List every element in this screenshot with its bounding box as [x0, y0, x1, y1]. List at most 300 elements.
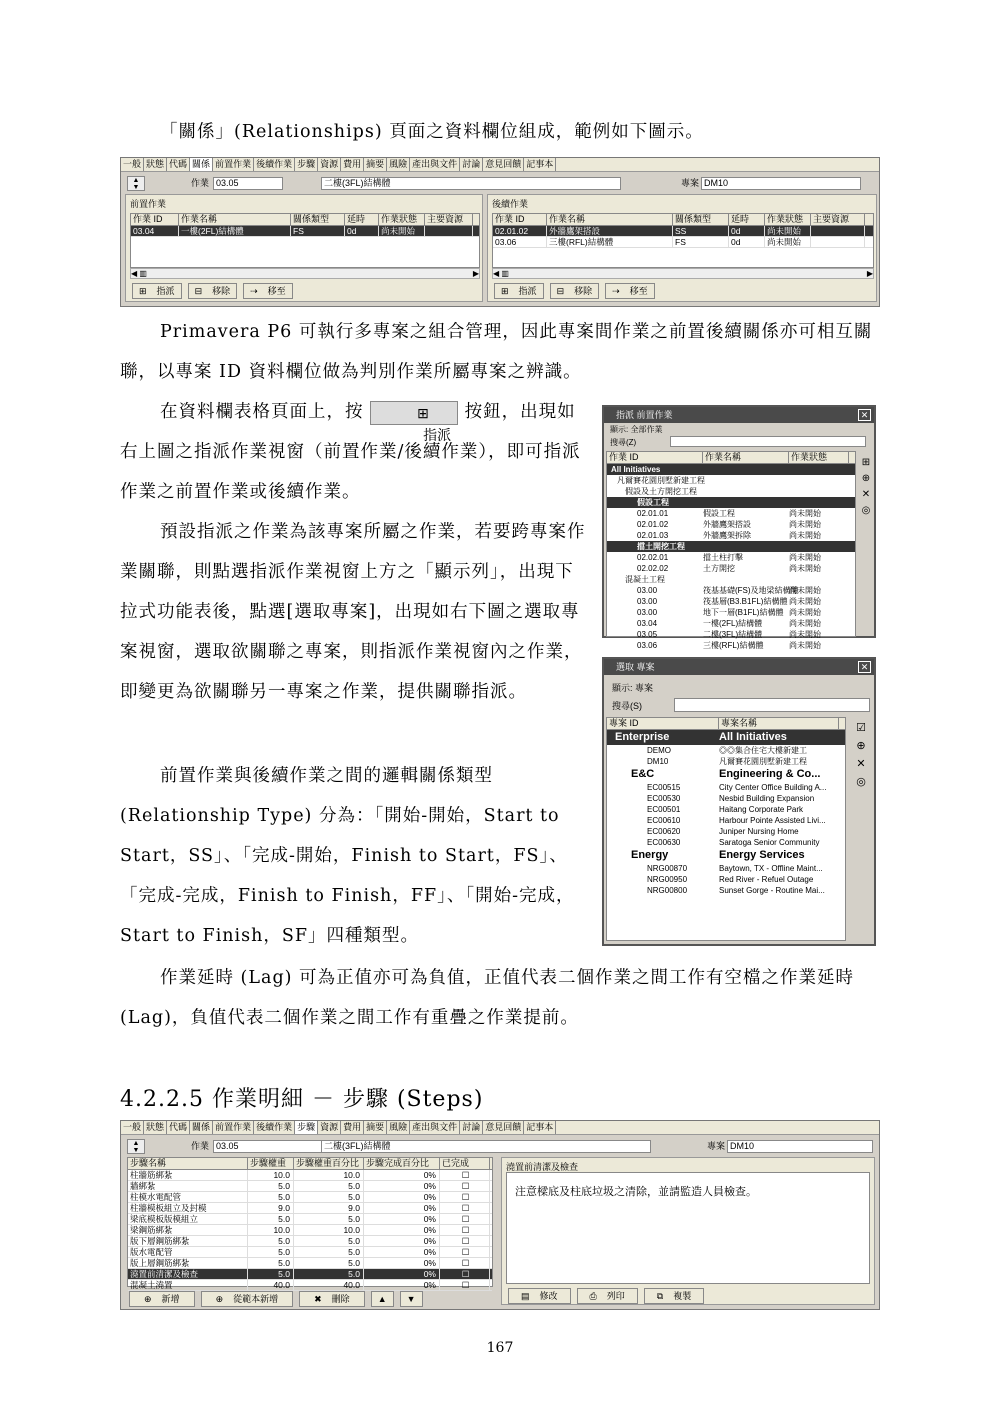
table-row[interactable] [128, 1280, 492, 1291]
column-header[interactable]: 主要資源 [425, 214, 473, 225]
tab-item[interactable]: 風險 [387, 158, 410, 171]
table-cell: 0% [364, 1181, 440, 1191]
tree-cell: EC00610 [647, 816, 681, 825]
tab-item[interactable]: 討論 [460, 158, 483, 171]
assign-icon[interactable]: ⊞ [861, 457, 871, 468]
table-cell: 0% [364, 1192, 440, 1202]
tree-row[interactable] [607, 848, 845, 863]
tree-label: 假設及土方開挖工程 [625, 487, 697, 496]
table-cell: 柱牆筋綁紮 [128, 1170, 248, 1180]
template-icon: ⊕ [215, 1294, 224, 1304]
tab-item[interactable]: 記事本 [524, 158, 556, 171]
tree-cell: NRG00870 [647, 864, 688, 873]
paragraph-multi-project: Primavera P6 可執行多專案之組合管理，因此專案間作業之前置後續關係亦可相互關聯，以專案 ID 資料欄位做為判別作業所屬專案之辨識。 [120, 322, 873, 382]
modify-button[interactable] [508, 1288, 571, 1304]
table-cell: 梁底模板版模組立 [128, 1214, 248, 1224]
tree-cell: 假設工程 [703, 509, 735, 518]
completed-checkbox[interactable]: ☐ [440, 1280, 490, 1290]
tree-row[interactable] [607, 552, 855, 563]
remove-icon: ⊟ [194, 286, 203, 296]
column-header[interactable]: 主要資源 [811, 214, 865, 225]
column-header[interactable]: 作業狀態 [765, 214, 811, 225]
dialog-side-icons [852, 719, 870, 791]
column-header[interactable]: 步驟名稱 [128, 1158, 248, 1169]
tree-cell: EC00530 [647, 794, 681, 803]
column-header[interactable]: 步驟完成百分比 [364, 1158, 440, 1169]
modify-icon: ▤ [521, 1291, 530, 1301]
step-detail-title: 澆置前清潔及檢查 [506, 1162, 579, 1172]
tab-item[interactable]: 代碼 [167, 158, 190, 171]
paragraph-relationship-types: 前置作業與後續作業之間的邏輯關係類型 (Relationship Type) 分為：「開始-開始，Start to Start，SS」、「完成-開始，Finish to Start，FS」、「完成-完成，Finish to Finish，FF」、「開始-完成，Start to Finish，SF」四種類型。 [120, 766, 575, 946]
table-cell: 5.0 [248, 1269, 294, 1279]
button-label: 修改 [539, 1291, 558, 1301]
tree-row[interactable] [607, 497, 855, 508]
tree-row[interactable] [607, 885, 845, 896]
table-cell: 澆置前清潔及檢查 [128, 1269, 248, 1279]
steps-grid [127, 1157, 493, 1290]
button-label: 移至 [267, 286, 286, 296]
table-row[interactable] [493, 226, 873, 237]
goto-button[interactable] [243, 283, 293, 299]
table-cell: 0% [364, 1280, 440, 1290]
table-cell: 0% [364, 1203, 440, 1213]
table-cell: 5.0 [248, 1247, 294, 1257]
column-header[interactable]: 作業 ID [131, 214, 179, 225]
add-icon[interactable]: ⊕ [856, 740, 866, 752]
table-cell: 9.0 [248, 1203, 294, 1213]
tree-row[interactable] [607, 745, 845, 756]
tree-cell: 尚未開始 [789, 586, 821, 595]
completed-checkbox[interactable]: ☐ [440, 1225, 490, 1235]
assign-button[interactable] [132, 283, 182, 299]
dialog-title-text: 指派 前置作業 [616, 410, 673, 420]
table-cell: 5.0 [248, 1236, 294, 1246]
search-input[interactable] [670, 436, 866, 447]
completed-checkbox[interactable]: ☐ [440, 1269, 490, 1279]
tree-cell: 一樓(2FL)結構體 [703, 619, 763, 628]
close-icon[interactable]: ✕ [858, 409, 871, 421]
tab-item[interactable]: 風險 [387, 1121, 410, 1134]
table-row[interactable] [128, 1170, 492, 1181]
tree-cell: 02.01.01 [637, 509, 669, 518]
tab-item[interactable]: 產出與文件 [410, 158, 460, 171]
table-cell: FS [291, 226, 345, 236]
project-label: 專案 [707, 1141, 726, 1151]
tree-cell: 尚未開始 [789, 520, 821, 529]
remove-icon[interactable]: ✕ [856, 758, 866, 770]
tree-cell: Nesbid Building Expansion [719, 794, 815, 803]
tab-item[interactable]: 後續作業 [254, 1121, 295, 1134]
tab-item[interactable]: 狀態 [144, 158, 167, 171]
table-cell: 5.0 [294, 1247, 364, 1257]
add-icon: ⊕ [144, 1294, 152, 1304]
column-header[interactable]: 專案 ID [607, 718, 719, 729]
tree-cell: 凡爾賽花園別墅新建工程 [719, 757, 807, 766]
project-id-field[interactable]: DM10 [727, 1140, 873, 1153]
tree-cell: EC00630 [647, 838, 681, 847]
help-icon[interactable]: ◎ [861, 505, 871, 516]
remove-icon[interactable]: ✕ [861, 489, 871, 500]
paragraph-lag: 作業延時 (Lag) 可為正值亦可為負值，正值代表二個作業之間工作有空檔之作業延時 (Lag)，負值代表二個作業之間工作有重疊之作業提前。 [120, 968, 855, 1028]
step-detail-section [501, 1157, 875, 1305]
tree-row[interactable] [607, 815, 845, 826]
tree-row[interactable] [607, 519, 855, 530]
activity-label: 作業 [191, 1141, 210, 1151]
table-row[interactable] [131, 226, 479, 237]
spin-icon[interactable]: ▲ ▼ [127, 1139, 145, 1154]
table-cell: FS [673, 237, 729, 247]
table-cell: 5.0 [294, 1236, 364, 1246]
tree-row[interactable] [607, 541, 855, 552]
table-cell: 10.0 [248, 1225, 294, 1235]
select-project-dialog [602, 657, 876, 946]
column-header[interactable]: 作業狀態 [379, 214, 425, 225]
tree-row[interactable] [607, 464, 855, 475]
move-down-button[interactable] [400, 1291, 423, 1307]
table-row[interactable] [128, 1225, 492, 1236]
button-label: 指派 [156, 286, 175, 296]
tab-item[interactable]: 一般 [121, 1121, 144, 1134]
copy-icon: ⧉ [656, 1291, 664, 1301]
search-label: 搜尋(Z) [610, 438, 637, 447]
predecessor-title: 前置作業 [130, 199, 167, 209]
table-cell: 尚未開始 [765, 226, 811, 236]
delete-icon: ✖ [314, 1294, 322, 1304]
tree-cell: 03.04 [637, 619, 658, 628]
tree-row[interactable] [607, 863, 845, 874]
table-cell [425, 226, 473, 236]
tab-item[interactable]: 記事本 [524, 1121, 556, 1134]
table-cell: 03.04 [131, 226, 179, 236]
show-menu[interactable]: 顯示: 全部作業 [610, 425, 663, 434]
move-icon: ⇢ [250, 286, 258, 296]
tab-item[interactable]: 狀態 [144, 1121, 167, 1134]
tab-item[interactable]: 一般 [121, 158, 144, 171]
column-header[interactable]: 已完成 [440, 1158, 490, 1169]
tree-row[interactable] [607, 804, 845, 815]
table-cell [811, 237, 865, 247]
table-cell: 5.0 [294, 1192, 364, 1202]
tree-row[interactable] [607, 574, 855, 585]
tree-row[interactable] [607, 596, 855, 607]
tree-cell: Energy [631, 849, 669, 861]
tree-cell: 筏基基礎(FS)及地梁結構體 [703, 586, 799, 595]
completed-checkbox[interactable]: ☐ [440, 1181, 490, 1191]
remove-icon: ⊟ [556, 286, 565, 296]
column-header[interactable]: 作業名稱 [547, 214, 673, 225]
tab-item[interactable]: 資源 [318, 158, 341, 171]
intro-text: 「關係」(Relationships) 頁面之資料欄位組成，範例如下圖示。 [160, 122, 704, 142]
tree-cell: 尚未開始 [789, 553, 821, 562]
column-header[interactable]: 作業名稱 [179, 214, 291, 225]
tree-cell: EC00620 [647, 827, 681, 836]
table-row[interactable] [493, 237, 873, 248]
add-icon[interactable]: ⊕ [861, 473, 871, 484]
tree-cell: All Initiatives [719, 731, 787, 743]
tree-row[interactable] [607, 486, 855, 497]
tree-cell: 尚未開始 [789, 608, 821, 617]
table-cell: 5.0 [294, 1214, 364, 1224]
column-header[interactable]: 延時 [729, 214, 765, 225]
activity-tree [606, 451, 856, 650]
tree-cell: Saratoga Senior Community [719, 838, 820, 847]
step-detail-box[interactable] [506, 1172, 870, 1284]
inline-assign-label: 指派 [423, 426, 452, 443]
tree-cell: 尚未開始 [789, 641, 821, 650]
tree-cell: 02.02.01 [637, 553, 669, 562]
tree-row[interactable] [607, 782, 845, 793]
table-row[interactable] [128, 1192, 492, 1203]
column-header[interactable]: 延時 [345, 214, 379, 225]
tab-bar [121, 1121, 879, 1135]
tree-cell: 03.00 [637, 586, 658, 595]
tree-cell: 尚未開始 [789, 619, 821, 628]
grid-header [131, 214, 479, 226]
project-id-field[interactable]: DM10 [701, 177, 861, 190]
column-header[interactable]: 專案名稱 [719, 718, 839, 729]
tree-cell: 02.01.02 [637, 520, 669, 529]
project-label: 專案 [681, 178, 700, 188]
table-cell: 0% [364, 1247, 440, 1257]
spin-icon[interactable]: ▲ ▼ [127, 176, 145, 191]
tree-row[interactable] [607, 629, 855, 640]
button-label: 刪除 [331, 1294, 350, 1304]
column-header[interactable]: 作業 ID [493, 214, 547, 225]
table-cell: 版下層鋼筋綁紮 [128, 1236, 248, 1246]
tab-item[interactable]: 前置作業 [213, 158, 254, 171]
tree-row[interactable] [607, 837, 845, 848]
tree-cell: 尚未開始 [789, 509, 821, 518]
grid-header [493, 214, 873, 226]
show-menu[interactable]: 顯示: 專案 [612, 683, 654, 693]
paragraph-assign [120, 392, 590, 512]
tree-cell: Baytown, TX - Offline Maint... [719, 864, 823, 873]
successor-title: 後續作業 [492, 199, 529, 209]
completed-checkbox[interactable]: ☐ [440, 1236, 490, 1246]
table-cell: 0% [364, 1236, 440, 1246]
table-row[interactable] [128, 1269, 492, 1280]
tree-cell: 三樓(RFL)結構體 [703, 641, 764, 650]
tree-row[interactable] [607, 563, 855, 574]
steps-panel [120, 1120, 880, 1310]
table-cell: 版水電配管 [128, 1247, 248, 1257]
tree-row[interactable] [607, 618, 855, 629]
tab-item[interactable]: 步驟 [295, 158, 318, 171]
table-cell: 5.0 [248, 1214, 294, 1224]
tree-label: All Initiatives [611, 465, 661, 474]
table-cell: 一樓(2FL)結構體 [179, 226, 291, 236]
paragraph-assign-a: 在資料欄表格頁面上，按 [160, 402, 364, 422]
tree-row[interactable] [607, 826, 845, 837]
tree-row[interactable] [607, 585, 855, 596]
tab-bar [121, 158, 879, 172]
table-cell: 5.0 [294, 1269, 364, 1279]
tree-cell: NRG00950 [647, 875, 688, 884]
table-cell: 03.06 [493, 237, 547, 247]
completed-checkbox[interactable]: ☐ [440, 1203, 490, 1213]
tree-cell: 03.00 [637, 608, 658, 617]
delete-button[interactable] [299, 1291, 365, 1307]
column-header[interactable]: 作業名稱 [703, 452, 789, 463]
horizontal-scrollbar[interactable]: ◀ ▥ ▶ [131, 269, 479, 278]
tab-item[interactable]: 費用 [341, 1121, 364, 1134]
tree-cell: 外牆鷹架搭設 [703, 520, 751, 529]
button-label: 新增 [161, 1294, 180, 1304]
tree-row[interactable] [607, 508, 855, 519]
tree-cell: 03.06 [637, 641, 658, 650]
remove-button[interactable] [550, 283, 600, 299]
successor-grid [492, 213, 874, 268]
tree-row[interactable] [607, 874, 845, 885]
search-input[interactable] [674, 698, 870, 712]
tab-item[interactable]: 摘要 [364, 1121, 387, 1134]
section-heading: 4.2.2.5 作業明細 － 步驟 (Steps) [120, 1087, 484, 1112]
table-row[interactable] [128, 1203, 492, 1214]
table-cell: 0% [364, 1258, 440, 1268]
tree-cell: 尚未開始 [789, 597, 821, 606]
add-from-template-button[interactable] [201, 1291, 294, 1307]
tab-item[interactable]: 摘要 [364, 158, 387, 171]
close-icon[interactable]: ✕ [858, 661, 871, 673]
tab-item[interactable]: 關係 [190, 1121, 213, 1134]
table-cell: 5.0 [294, 1181, 364, 1191]
tree-cell: EC00515 [647, 783, 681, 792]
table-cell: 梁鋼筋綁紮 [128, 1225, 248, 1235]
tree-row[interactable] [607, 730, 845, 745]
page-number: 167 [486, 1340, 514, 1356]
tree-cell: DEMO [647, 746, 671, 755]
table-cell: 尚未開始 [379, 226, 425, 236]
activity-name-field[interactable]: 二樓(3FL)結構體 [321, 177, 621, 190]
predecessor-section [125, 194, 483, 302]
tree-row[interactable] [607, 640, 855, 651]
move-icon: ⇢ [612, 286, 620, 296]
tree-cell: EC00501 [647, 805, 681, 814]
table-cell: 三樓(RFL)結構體 [547, 237, 673, 247]
tab-item[interactable]: 代碼 [167, 1121, 190, 1134]
tree-cell: 二樓(3FL)結構體 [703, 630, 763, 639]
activity-id-field[interactable]: 03.05 [213, 177, 283, 190]
table-cell: 40.0 [294, 1280, 364, 1290]
button-label: 指派 [518, 286, 537, 296]
tree-row[interactable] [607, 530, 855, 541]
tab-item[interactable]: 後續作業 [254, 158, 295, 171]
tree-cell: Enterprise [615, 731, 670, 743]
predecessor-grid [130, 213, 480, 268]
copy-button[interactable] [644, 1288, 704, 1304]
successor-section [487, 194, 877, 302]
activity-id-field[interactable]: 03.05 [213, 1140, 323, 1153]
table-cell: 柱牆模板組立及封模 [128, 1203, 248, 1213]
button-label: 移除 [212, 286, 231, 296]
tree-cell: Energy Services [719, 849, 805, 861]
move-up-button[interactable] [371, 1291, 394, 1307]
tree-cell: NRG00800 [647, 886, 688, 895]
completed-checkbox[interactable]: ☐ [440, 1247, 490, 1257]
tab-item[interactable]: 意見回饋 [483, 158, 524, 171]
tree-header [607, 452, 855, 464]
button-label: ▲ [377, 1294, 387, 1304]
completed-checkbox[interactable]: ☐ [440, 1214, 490, 1224]
column-header[interactable]: 作業 ID [607, 452, 703, 463]
tab-item[interactable]: 資源 [318, 1121, 341, 1134]
tab-item[interactable]: 步驟 [295, 1121, 318, 1134]
select-icon[interactable]: ☑ [856, 722, 866, 734]
table-cell [811, 226, 865, 236]
table-cell: 0d [729, 226, 765, 236]
activity-name-field[interactable]: 二樓(3FL)結構體 [321, 1140, 651, 1153]
tab-item[interactable]: 關係 [190, 158, 213, 171]
table-row[interactable] [128, 1247, 492, 1258]
table-cell: 0d [345, 226, 379, 236]
goto-button[interactable] [605, 283, 655, 299]
assign-button[interactable] [494, 283, 544, 299]
table-row[interactable] [128, 1181, 492, 1192]
table-row[interactable] [128, 1258, 492, 1269]
column-header[interactable]: 關係類型 [673, 214, 729, 225]
table-cell: 0% [364, 1269, 440, 1279]
tree-cell: Juniper Nursing Home [719, 827, 799, 836]
tree-cell: DM10 [647, 757, 669, 766]
tree-row[interactable] [607, 767, 845, 782]
dialog-side-icons [858, 455, 874, 519]
column-header[interactable]: 作業狀態 [789, 452, 849, 463]
help-icon[interactable]: ◎ [856, 776, 866, 788]
tree-cell: Harbour Pointe Assisted Livi... [719, 816, 826, 825]
tree-cell: Haitang Corporate Park [719, 805, 804, 814]
tree-row[interactable] [607, 607, 855, 618]
tab-item[interactable]: 討論 [460, 1121, 483, 1134]
table-row[interactable] [128, 1236, 492, 1247]
tree-cell: City Center Office Building A... [719, 783, 827, 792]
tree-cell: 尚未開始 [789, 531, 821, 540]
table-cell: 0% [364, 1170, 440, 1180]
horizontal-scrollbar[interactable]: ◀ ▥ ▶ [493, 269, 873, 278]
table-row[interactable] [128, 1214, 492, 1225]
completed-checkbox[interactable]: ☐ [440, 1258, 490, 1268]
tree-row[interactable] [607, 793, 845, 804]
column-header[interactable]: 步驟權重 [248, 1158, 294, 1169]
tree-cell: 03.00 [637, 597, 658, 606]
button-label: ▼ [406, 1294, 416, 1304]
tab-item[interactable]: 費用 [341, 158, 364, 171]
tree-cell: 外牆鷹架拆除 [703, 531, 751, 540]
tab-item[interactable]: 前置作業 [213, 1121, 254, 1134]
remove-button[interactable] [188, 283, 238, 299]
tab-item[interactable]: 產出與文件 [410, 1121, 460, 1134]
dialog-title [604, 407, 874, 423]
tab-item[interactable]: 意見回饋 [483, 1121, 524, 1134]
grid-header [128, 1158, 492, 1170]
tree-row[interactable] [607, 756, 845, 767]
button-label: 從範本新增 [233, 1294, 279, 1304]
tree-cell: 筏基層(B3.B1FL)結構體 [703, 597, 788, 606]
completed-checkbox[interactable]: ☐ [440, 1170, 490, 1180]
completed-checkbox[interactable]: ☐ [440, 1192, 490, 1202]
column-header[interactable]: 步驟權重百分比 [294, 1158, 364, 1169]
column-header[interactable]: 關係類型 [291, 214, 345, 225]
dialog-title-text: 選取 專案 [616, 662, 655, 672]
print-button[interactable] [577, 1288, 638, 1304]
tree-cell: Red River - Refuel Outage [719, 875, 814, 884]
assign-predecessor-dialog [602, 405, 876, 650]
tree-cell: 擋土柱打擊 [703, 553, 743, 562]
table-cell: 0% [364, 1225, 440, 1235]
tree-header [607, 718, 845, 730]
table-cell: 9.0 [294, 1203, 364, 1213]
tree-row[interactable] [607, 475, 855, 486]
add-button[interactable] [129, 1291, 195, 1307]
